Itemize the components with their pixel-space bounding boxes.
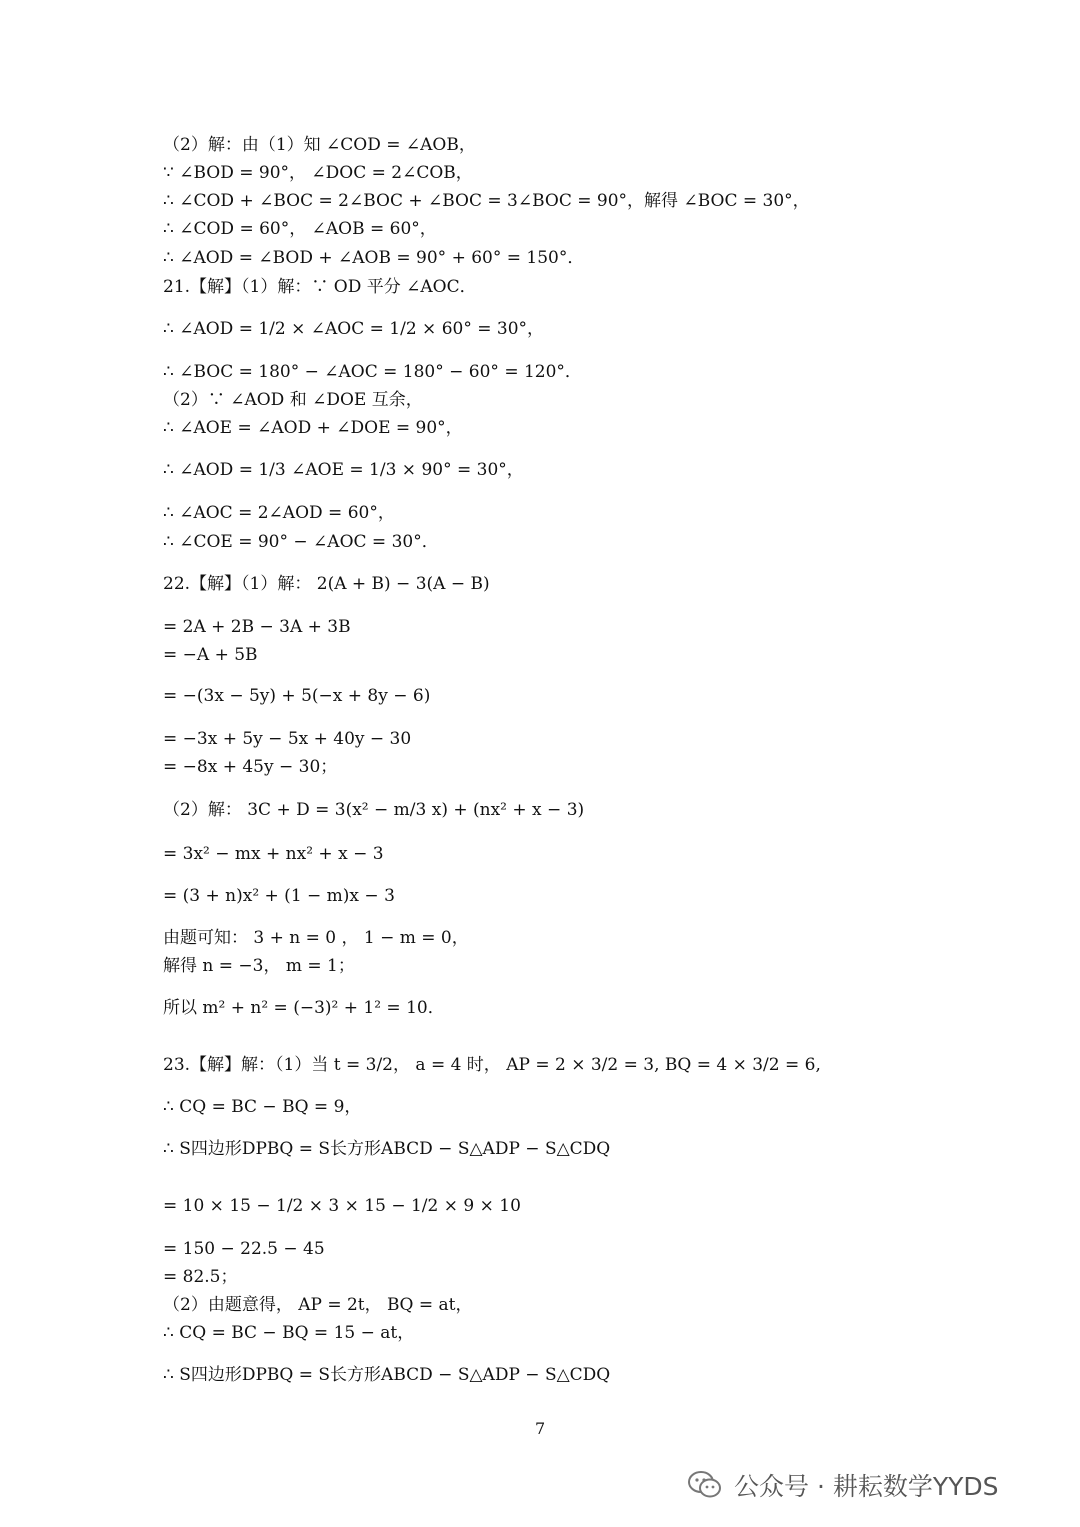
text-line: ∴ ∠BOC = 180° − ∠AOC = 180° − 60° = 120°． (163, 362, 582, 382)
text-line: ∴ ∠AOE = ∠AOD + ∠DOE = 90°， (163, 418, 463, 438)
text-line: = −3x + 5y − 5x + 40y − 30 (163, 729, 412, 749)
text-line: = −(3x − 5y) + 5(−x + 8y − 6) (163, 686, 431, 706)
text-line: ∴ ∠AOD = ∠BOD + ∠AOB = 90° + 60° = 150°． (163, 248, 585, 268)
text-line: = −A + 5B (163, 645, 258, 665)
text-line: = 2A + 2B − 3A + 3B (163, 617, 351, 637)
text-line: ∴ ∠AOD = 1/3 ∠AOE = 1/3 × 90° = 30°， (163, 460, 524, 480)
text-line: ∴ ∠COD + ∠BOC = 2∠BOC + ∠BOC = 3∠BOC = 90°，解得 ∠BOC = 30°， (163, 191, 810, 211)
text-line: 所以 m² + n² = (−3)² + 1² = 10． (163, 998, 445, 1018)
text-line: ∴ S四边形DPBQ = S长方形ABCD − S△ADP − S△CDQ (163, 1365, 611, 1385)
text-line: 23.【解】解：（1）当 t = 3/2， a = 4 时， AP = 2 × 3/2 = 3, BQ = 4 × 3/2 = 6, (163, 1055, 821, 1075)
text-line: ∴ ∠COD = 60°， ∠AOB = 60°， (163, 219, 437, 239)
text-line: = (3 + n)x² + (1 − m)x − 3 (163, 886, 395, 906)
wechat-icon (688, 1471, 722, 1499)
text-line: ∴ ∠AOC = 2∠AOD = 60°， (163, 503, 395, 523)
text-line: ∴ ∠AOD = 1/2 × ∠AOC = 1/2 × 60° = 30°， (163, 319, 545, 339)
text-line: ∴ S四边形DPBQ = S长方形ABCD − S△ADP − S△CDQ (163, 1139, 611, 1159)
text-line: （2）解：由（1）知 ∠COD = ∠AOB， (163, 135, 476, 155)
text-line: （2）由题意得， AP = 2t， BQ = at， (163, 1295, 473, 1315)
text-line: 21.【解】（1）解：∵ OD 平分 ∠AOC． (163, 277, 477, 297)
text-line: （2）解： 3C + D = 3(x² − m/3 x) + (nx² + x − 3) (163, 800, 585, 820)
text-line: ∴ ∠COE = 90° − ∠AOC = 30°． (163, 532, 439, 552)
text-line: 解得 n = −3， m = 1； (163, 956, 355, 976)
text-line: ∴ CQ = BC − BQ = 9， (163, 1097, 362, 1117)
footer-text: 公众号 · 耕耘数学YYDS (734, 1472, 999, 1501)
text-line: 22.【解】（1）解： 2(A + B) − 3(A − B) (163, 574, 490, 594)
text-line: = 3x² − mx + nx² + x − 3 (163, 844, 384, 864)
text-line: ∵ ∠BOD = 90°， ∠DOC = 2∠COB， (163, 163, 473, 183)
text-line: = 150 − 22.5 − 45 (163, 1239, 325, 1259)
text-line: = 10 × 15 − 1/2 × 3 × 15 − 1/2 × 9 × 10 (163, 1196, 521, 1216)
text-line: 由题可知： 3 + n = 0 ， 1 − m = 0， (163, 928, 469, 948)
text-line: ∴ CQ = BC − BQ = 15 − at， (163, 1323, 415, 1343)
text-line: （2）∵ ∠AOD 和 ∠DOE 互余， (163, 390, 423, 410)
page-number: 7 (535, 1419, 546, 1438)
text-line: = −8x + 45y − 30； (163, 757, 338, 777)
text-line: = 82.5； (163, 1267, 238, 1287)
footer-watermark (688, 1467, 999, 1503)
